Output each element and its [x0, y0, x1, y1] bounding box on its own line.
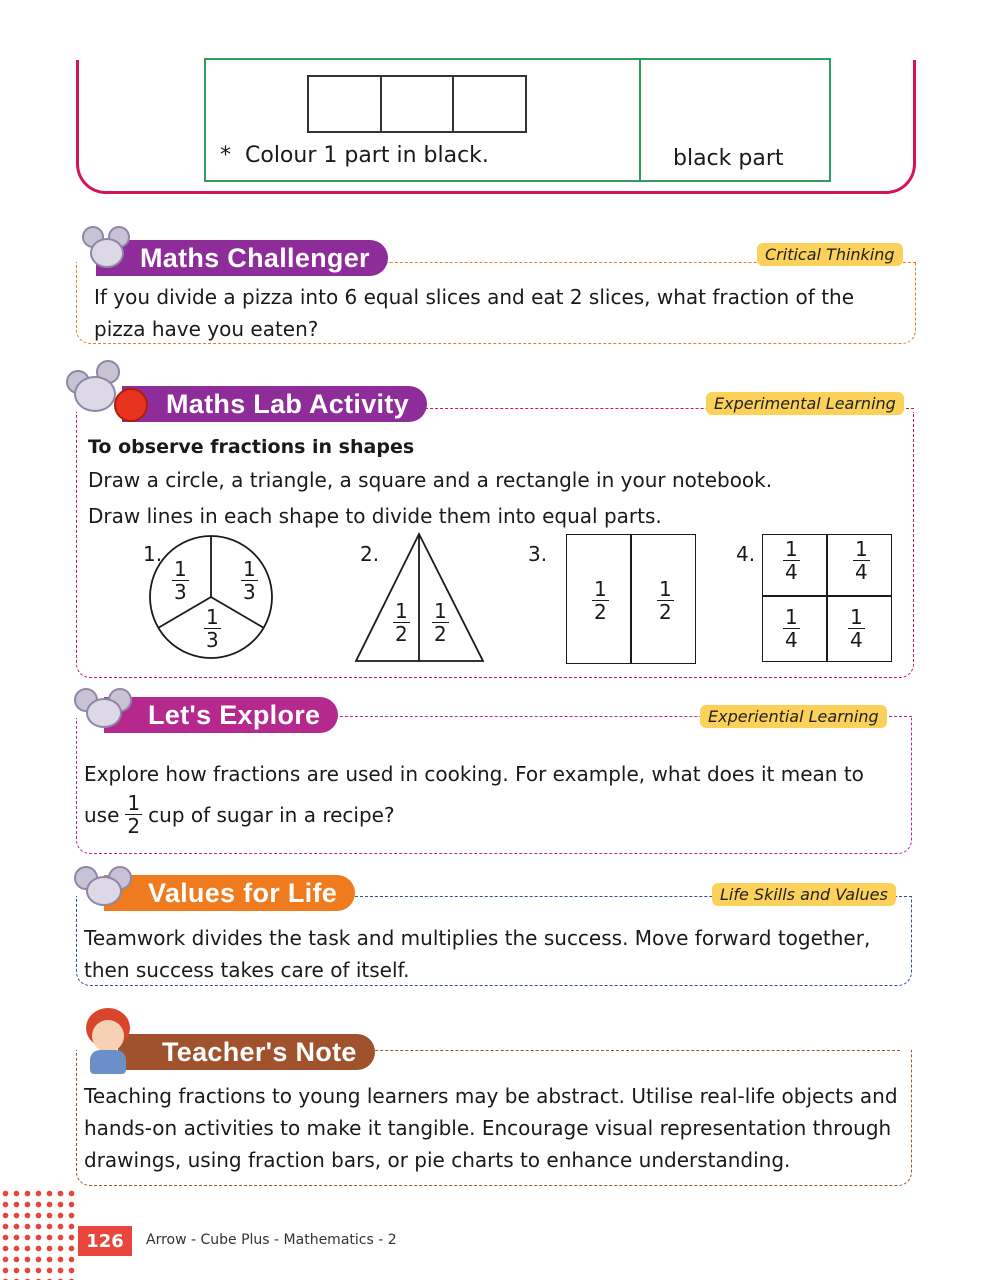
fraction-square-bl: $\frac{1}{4}$: [785, 605, 798, 652]
mouse-mascot-icon: [74, 686, 134, 732]
mouse-mascot-icon: [80, 226, 134, 272]
task-table-divider: [639, 58, 641, 182]
book-title: Arrow - Cube Plus - Mathematics - 2: [146, 1232, 397, 1248]
explore-tag: Experiential Learning: [700, 705, 887, 728]
fraction-rectangle-right: $\frac{1}{2}$: [659, 577, 672, 624]
shape-number: 3.: [528, 542, 548, 566]
teacher-rule: [330, 1050, 900, 1051]
fraction-square-br: $\frac{1}{4}$: [850, 605, 863, 652]
fraction-circle-right: $\frac{1}{3}$: [243, 557, 256, 604]
teacher-mascot-icon: [80, 1008, 136, 1076]
bar-part[interactable]: [382, 77, 455, 131]
fraction-circle-left: $\frac{1}{3}$: [174, 557, 187, 604]
fraction-circle-bottom: $\frac{1}{3}$: [206, 605, 219, 652]
square-quarters-shape: [762, 534, 892, 662]
lab-line-2: Draw lines in each shape to divide them into equal parts.: [88, 504, 662, 528]
bar-part[interactable]: [454, 77, 525, 131]
fraction-triangle-left: $\frac{1}{2}$: [395, 599, 408, 646]
page-number: 126: [78, 1226, 132, 1256]
values-title: Values for Life: [104, 875, 355, 911]
task-instruction: * Colour 1 part in black.: [220, 143, 489, 168]
task-answer: black part: [673, 146, 784, 171]
shape-number: 4.: [736, 542, 756, 566]
values-tag: Life Skills and Values: [712, 883, 896, 906]
decorative-dots: [0, 1188, 76, 1280]
challenger-text: If you divide a pizza into 6 equal slices and eat 2 slices, what fraction of the pizza have you eaten?: [94, 285, 855, 341]
lab-heading: To observe fractions in shapes: [88, 436, 415, 458]
explore-title: Let's Explore: [104, 697, 338, 733]
fraction-rectangle-left: $\frac{1}{2}$: [594, 577, 607, 624]
three-part-bar[interactable]: [307, 75, 527, 133]
triangle-halves-shape: [354, 532, 486, 664]
challenger-title: Maths Challenger: [96, 240, 388, 276]
challenger-tag: Critical Thinking: [757, 243, 903, 266]
teacher-title: Teacher's Note: [118, 1034, 375, 1070]
fraction-square-tl: $\frac{1}{4}$: [785, 537, 798, 584]
bar-part[interactable]: [309, 77, 382, 131]
mouse-mascot-icon: [74, 864, 134, 910]
rectangle-halves-shape: [566, 534, 696, 664]
lab-title: Maths Lab Activity: [122, 386, 427, 422]
lab-tag: Experimental Learning: [706, 392, 904, 415]
shape-number: 1.: [143, 542, 163, 566]
explore-line-1: Explore how fractions are used in cooking. For example, what does it mean to: [84, 762, 864, 786]
lab-line-1: Draw a circle, a triangle, a square and a rectangle in your notebook.: [88, 468, 773, 492]
teacher-text: Teaching fractions to young learners may be abstract. Utilise real-life objects and hands-on activities to make it tangible. Encourage visual representation through drawings, using fraction bars, or pie charts to enhance understanding.: [84, 1084, 898, 1172]
fraction-square-tr: $\frac{1}{4}$: [855, 537, 868, 584]
mouse-apple-mascot-icon: [66, 358, 152, 424]
explore-fraction: $\frac{1}{2}$: [127, 791, 141, 838]
explore-line-2: use $\frac{1}{2}$ cup of sugar in a recipe?: [84, 791, 395, 838]
shape-number: 2.: [360, 542, 380, 566]
values-text: Teamwork divides the task and multiplies the success. Move forward together, then success takes care of itself.: [84, 926, 871, 982]
fraction-triangle-right: $\frac{1}{2}$: [434, 599, 447, 646]
